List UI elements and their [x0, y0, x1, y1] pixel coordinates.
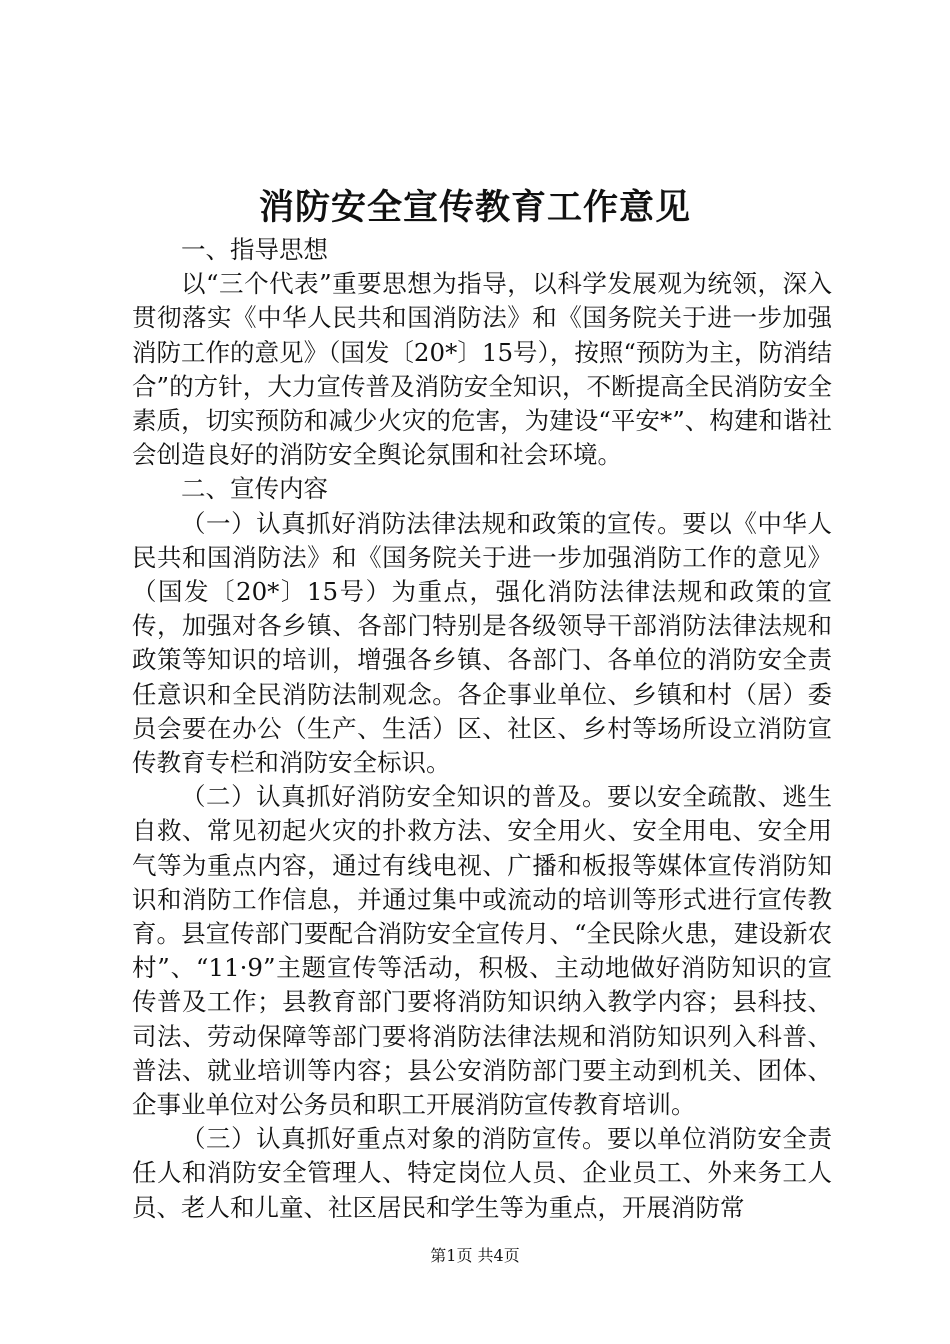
section-heading-guiding-ideology: 一、指导思想 [181, 235, 328, 264]
paragraph-laws-regulations: （一）认真抓好消防法律法规和政策的宣传。要以《中华人民共和国消防法》和《国务院关于进一步加强消防工作的意见》（国发〔20*〕15号）为重点，强化消防法律法规和政策的宣传，加强对各乡镇、各部门特别是各级领导干部消防法律法规和政策等知识的培训，增强各乡镇、各部门、各单位的消防安全责任意识和全民消防法制观念。各企事业单位、乡镇和村（居）委员会要在办公（生产、生活）区、社区、乡村等场所设立消防宣传教育专栏和消防安全标识。 [132, 508, 832, 778]
paragraph-safety-knowledge: （二）认真抓好消防安全知识的普及。要以安全疏散、逃生自救、常见初起火灾的扑救方法、安全用火、安全用电、安全用气等为重点内容，通过有线电视、广播和板报等媒体宣传消防知识和消防工作信息，并通过集中或流动的培训等形式进行宣传教育。县宣传部门要配合消防安全宣传月、“全民除火患，建设新农村”、“11·9”主题宣传等活动，积极、主动地做好消防知识的宣传普及工作；县教育部门要将消防知识纳入教学内容；县科技、司法、劳动保障等部门要将消防法律法规和消防知识列入科普、普法、就业培训等内容；县公安消防部门要主动到机关、团体、企事业单位对公务员和职工开展消防宣传教育培训。 [132, 782, 832, 1120]
paragraph-key-targets: （三）认真抓好重点对象的消防宣传。要以单位消防安全责任人和消防安全管理人、特定岗位人员、企业员工、外来务工人员、老人和儿童、社区居民和学生等为重点，开展消防常 [132, 1124, 832, 1222]
document-title: 消防安全宣传教育工作意见 [258, 187, 691, 228]
paragraph-guiding-ideology: 以“三个代表”重要思想为指导，以科学发展观为统领，深入贯彻落实《中华人民共和国消防法》和《国务院关于进一步加强消防工作的意见》（国发〔20*〕15号），按照“预防为主，防消结合”的方针，大力宣传普及消防安全知识，不断提高全民消防安全素质，切实预防和减少火灾的危害，为建设“平安*”、构建和谐社会创造良好的消防安全舆论氛围和社会环境。 [132, 269, 832, 470]
document-body [132, 233, 832, 1225]
page-footer: 第1页 共4页 [430, 1246, 520, 1265]
section-heading-publicity-content: 二、宣传内容 [181, 474, 328, 504]
